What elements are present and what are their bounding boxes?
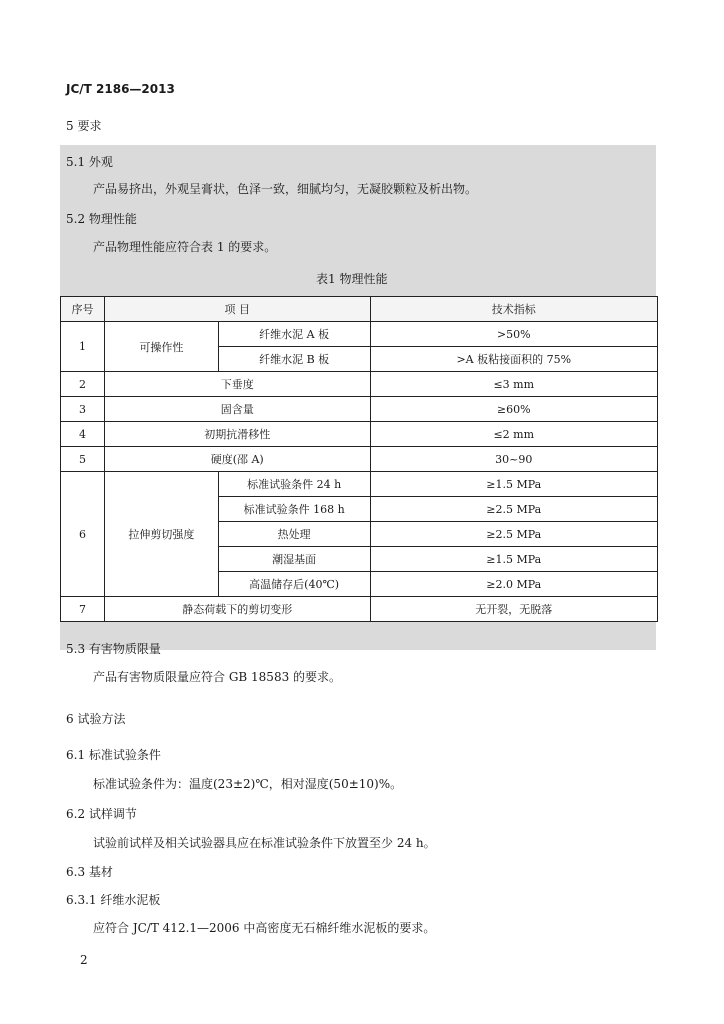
cell-value: ≤3 mm (370, 372, 658, 397)
cell-value: ≥2.5 MPa (370, 497, 658, 522)
standard-code: JC/T 2186—2013 (66, 82, 175, 96)
section-5-1-title: 5.1 外观 (66, 155, 113, 169)
page-number: 2 (80, 953, 88, 967)
cell-no: 5 (61, 447, 105, 472)
cell-value: 无开裂，无脱落 (370, 597, 658, 622)
cell-no: 7 (61, 597, 105, 622)
section-6-1-text: 标准试验条件为：温度(23±2)℃，相对湿度(50±10)%。 (93, 777, 403, 791)
table-caption: 表1 物理性能 (316, 272, 388, 286)
table-row (61, 397, 658, 422)
cell-no: 2 (61, 372, 105, 397)
cell-subitem: 热处理 (218, 522, 370, 547)
cell-no: 1 (61, 322, 105, 372)
table-row (61, 447, 658, 472)
cell-value: 30~90 (370, 447, 658, 472)
section-6-3-title: 6.3 基材 (66, 865, 113, 879)
table-row (61, 422, 658, 447)
cell-subitem: 纤维水泥 B 板 (218, 347, 370, 372)
header-item: 项 目 (104, 297, 370, 322)
cell-value: ≥60% (370, 397, 658, 422)
table-row (61, 322, 658, 347)
table-row (61, 472, 658, 497)
cell-value: ≥1.5 MPa (370, 547, 658, 572)
cell-value: ≥2.5 MPa (370, 522, 658, 547)
cell-item: 下垂度 (104, 372, 370, 397)
physical-properties-table (60, 296, 658, 622)
section-5-1-text: 产品易挤出，外观呈膏状，色泽一致，细腻均匀，无凝胶颗粒及析出物。 (93, 182, 478, 196)
table-header-row (61, 297, 658, 322)
cell-subitem: 标准试验条件 168 h (218, 497, 370, 522)
cell-subitem: 高温储存后(40℃) (218, 572, 370, 597)
header-no: 序号 (61, 297, 105, 322)
cell-subitem: 标准试验条件 24 h (218, 472, 370, 497)
cell-value: >A 板粘接面积的 75% (370, 347, 658, 372)
cell-subitem: 纤维水泥 A 板 (218, 322, 370, 347)
cell-item: 初期抗滑移性 (104, 422, 370, 447)
section-6-3-1-text: 应符合 JC/T 412.1—2006 中高密度无石棉纤维水泥板的要求。 (93, 921, 436, 935)
cell-value: ≤2 mm (370, 422, 658, 447)
section-6-2-text: 试验前试样及相关试验器具应在标准试验条件下放置至少 24 h。 (93, 836, 436, 850)
section-6-title: 6 试验方法 (66, 712, 126, 726)
table-row (61, 372, 658, 397)
cell-no: 3 (61, 397, 105, 422)
section-6-3-1-title: 6.3.1 纤维水泥板 (66, 893, 161, 907)
section-5-2-text: 产品物理性能应符合表 1 的要求。 (93, 240, 277, 254)
cell-item: 拉伸剪切强度 (104, 472, 218, 597)
cell-value: ≥1.5 MPa (370, 472, 658, 497)
cell-no: 6 (61, 472, 105, 597)
cell-item: 可操作性 (104, 322, 218, 372)
cell-subitem: 潮湿基面 (218, 547, 370, 572)
cell-value: ≥2.0 MPa (370, 572, 658, 597)
section-5-3-text: 产品有害物质限量应符合 GB 18583 的要求。 (93, 670, 342, 684)
section-5-2-title: 5.2 物理性能 (66, 212, 137, 226)
cell-item: 硬度(邵 A) (104, 447, 370, 472)
section-5-3-title: 5.3 有害物质限量 (66, 642, 161, 656)
cell-value: >50% (370, 322, 658, 347)
section-5-title: 5 要求 (66, 119, 102, 133)
table-row (61, 597, 658, 622)
cell-item: 静态荷载下的剪切变形 (104, 597, 370, 622)
section-6-1-title: 6.1 标准试验条件 (66, 748, 161, 762)
cell-no: 4 (61, 422, 105, 447)
cell-item: 固含量 (104, 397, 370, 422)
header-index: 技术指标 (370, 297, 658, 322)
section-6-2-title: 6.2 试样调节 (66, 807, 137, 821)
